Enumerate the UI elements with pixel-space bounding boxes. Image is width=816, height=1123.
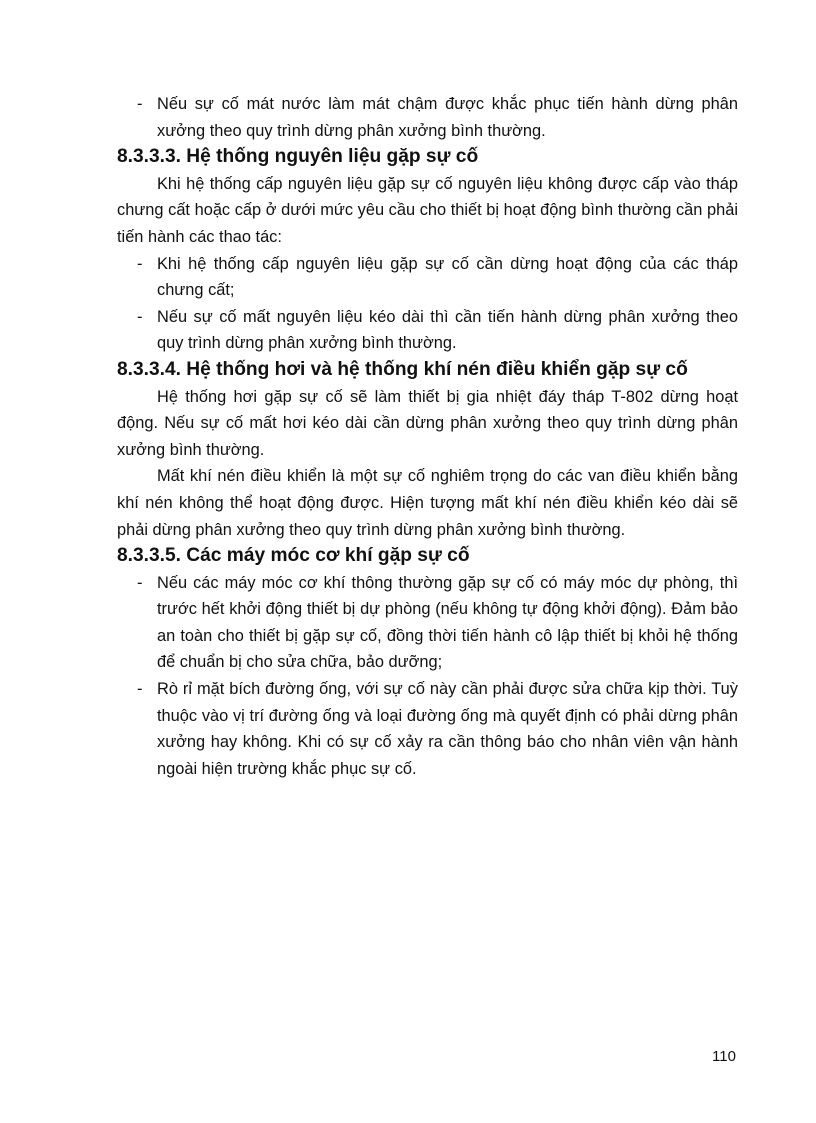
intro-bullet-list xyxy=(117,91,738,144)
list-item xyxy=(117,304,738,357)
s3-bullet-list xyxy=(117,251,738,357)
paragraph: Hệ thống hơi gặp sự cố sẽ làm thiết bị gia nhiệt đáy tháp T-802 dừng hoạt động. Nếu sự cố mất hơi kéo dài cần dừng phân xưởng theo quy trình dừng phân xưởng bình thường. xyxy=(117,387,738,459)
section-heading-8-3-3-5: 8.3.3.5. Các máy móc cơ khí gặp sự cố xyxy=(117,545,470,567)
section-heading-8-3-3-4: 8.3.3.4. Hệ thống hơi và hệ thống khí nén điều khiển gặp sự cố xyxy=(117,358,688,380)
bullet-text: Nếu sự cố mát nước làm mát chậm được khắc phục tiến hành dừng phân xưởng theo quy trình dừng phân xưởng bình thường. xyxy=(157,95,738,140)
bullet-text: Rò rỉ mặt bích đường ống, với sự cố này cần phải được sửa chữa kịp thời. Tuỳ thuộc vào vị trí đường ống và loại đường ống mà quyết định có phải dừng phân xưởng hay không. Khi có sự cố xảy ra cần thông báo cho nhân viên vận hành ngoài hiện trường khắc phục sự cố. xyxy=(157,680,738,778)
document-page xyxy=(117,91,738,782)
bullet-dash: - xyxy=(137,680,143,699)
bullet-dash: - xyxy=(137,307,143,326)
section-heading-8-3-3-3: 8.3.3.3. Hệ thống nguyên liệu gặp sự cố xyxy=(117,146,479,168)
list-item xyxy=(117,676,738,782)
bullet-text: Nếu các máy móc cơ khí thông thường gặp sự cố có máy móc dự phòng, thì trước hết khởi động thiết bị dự phòng (nếu không tự động khởi động). Đảm bảo an toàn cho thiết bị gặp sự cố, đồng thời tiến hành cô lập thiết bị khỏi hệ thống để chuẩn bị cho sửa chữa, bảo dưỡng; xyxy=(157,573,738,672)
paragraph: Khi hệ thống cấp nguyên liệu gặp sự cố nguyên liệu không được cấp vào tháp chưng cất hoặc cấp ở dưới mức yêu cầu cho thiết bị hoạt động bình thường cần phải tiến hành các thao tác: xyxy=(117,174,738,246)
list-item xyxy=(117,251,738,304)
bullet-text: Nếu sự cố mất nguyên liệu kéo dài thì cần tiến hành dừng phân xưởng theo quy trình dừng phân xưởng bình thường. xyxy=(157,307,738,353)
bullet-dash: - xyxy=(137,573,143,592)
bullet-text: Khi hệ thống cấp nguyên liệu gặp sự cố cần dừng hoạt động của các tháp chưng cất; xyxy=(157,254,738,300)
list-item xyxy=(117,570,738,676)
paragraph: Mất khí nén điều khiển là một sự cố nghiêm trọng do các van điều khiển bằng khí nén không thể hoạt động được. Hiện tượng mất khí nén điều khiển kéo dài sẽ phải dừng phân xưởng theo quy trình dừng phân xưởng bình thường. xyxy=(117,467,738,539)
page-number: 110 xyxy=(712,1048,736,1065)
bullet-dash: - xyxy=(137,95,143,113)
bullet-dash: - xyxy=(137,254,143,273)
list-item xyxy=(117,91,738,144)
s5-bullet-list xyxy=(117,570,738,783)
